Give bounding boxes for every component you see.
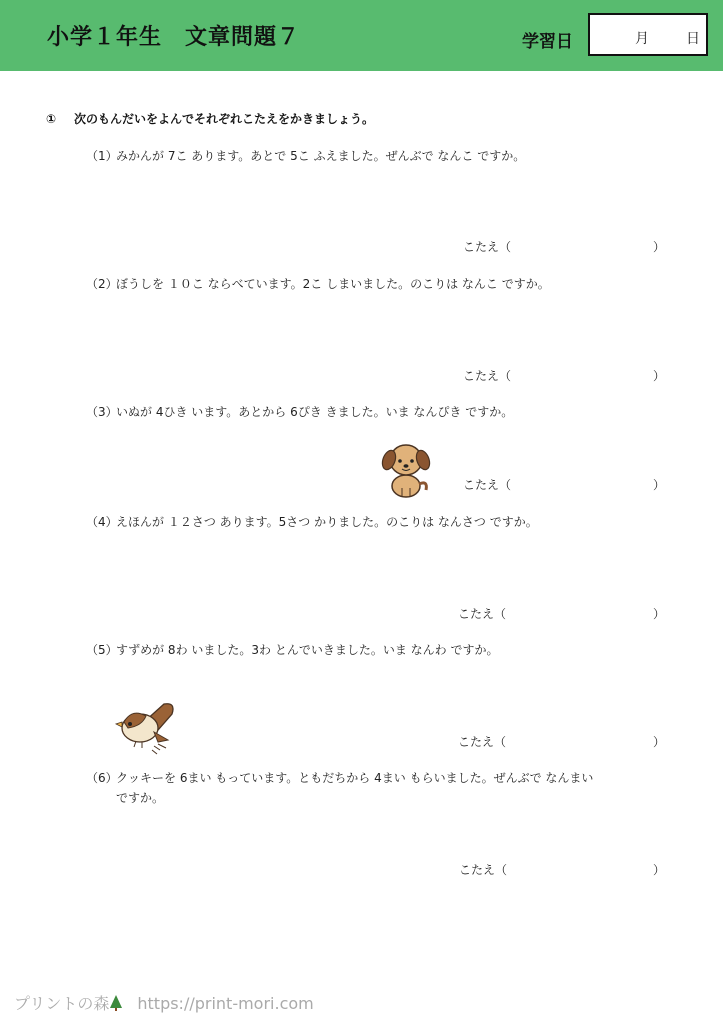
instruction-number: ① <box>46 112 57 126</box>
instruction <box>46 110 374 127</box>
header-bar <box>0 0 723 71</box>
question-text: いぬが 4ひき います。あとから 6ぴき きました。いま なんぴき ですか。 <box>116 405 514 419</box>
question-number: （5） <box>86 643 118 657</box>
question-1 <box>86 146 666 166</box>
dog-illustration <box>376 436 436 498</box>
question-text: ぼうしを １０こ ならべています。2こ しまいました。のこりは なんこ ですか。 <box>116 277 550 291</box>
question-text: すずめが 8わ いました。3わ とんでいきました。いま なんわ ですか。 <box>116 643 499 657</box>
answer-close: ） <box>653 369 666 383</box>
answer-5[interactable] <box>458 733 666 750</box>
question-text-continued: ですか。 <box>116 791 165 805</box>
question-4 <box>86 512 666 532</box>
question-3 <box>86 402 666 422</box>
answer-3[interactable] <box>463 476 666 493</box>
answer-label: こたえ（ <box>458 735 507 749</box>
question-number: （1） <box>86 149 118 163</box>
answer-label: こたえ（ <box>463 369 512 383</box>
question-number: （4） <box>86 515 118 529</box>
date-box[interactable] <box>588 13 708 56</box>
answer-6[interactable] <box>459 861 664 878</box>
question-number: （3） <box>86 405 118 419</box>
answer-1[interactable] <box>463 238 666 255</box>
page-title: 小学１年生 文章問題７ <box>47 25 301 50</box>
question-number: （6） <box>86 771 118 785</box>
answer-close: ） <box>653 240 666 254</box>
date-label: 学習日 <box>522 32 573 52</box>
tree-icon <box>109 995 123 1011</box>
month-label: 月 <box>635 31 649 47</box>
answer-close: ） <box>653 478 666 492</box>
answer-2[interactable] <box>463 367 666 384</box>
answer-close: ） <box>653 607 666 621</box>
answer-label: こたえ（ <box>458 607 507 621</box>
question-text: クッキーを 6まい もっています。ともだちから 4まい もらいました。ぜんぶで なんまい <box>116 771 594 785</box>
question-5 <box>86 640 666 660</box>
question-text: えほんが １２さつ あります。5さつ かりました。のこりは なんさつ ですか。 <box>116 515 538 529</box>
question-text: みかんが 7こ あります。あとで 5こ ふえました。ぜんぶで なんこ ですか。 <box>116 149 526 163</box>
answer-label: こたえ（ <box>463 240 512 254</box>
answer-close: ） <box>653 735 666 749</box>
footer <box>14 991 314 1014</box>
question-2 <box>86 274 666 294</box>
answer-label: こたえ（ <box>459 863 508 877</box>
answer-label: こたえ（ <box>463 478 512 492</box>
sparrow-illustration <box>114 700 184 756</box>
footer-url[interactable]: https://print-mori.com <box>137 994 314 1013</box>
day-label: 日 <box>686 31 700 47</box>
question-6 <box>86 768 666 808</box>
answer-close: ） <box>653 863 666 877</box>
question-number: （2） <box>86 277 118 291</box>
footer-brand: プリントの森 <box>14 994 110 1013</box>
answer-4[interactable] <box>458 605 666 622</box>
instruction-text: 次のもんだいをよんでそれぞれこたえをかきましょう。 <box>74 112 375 126</box>
